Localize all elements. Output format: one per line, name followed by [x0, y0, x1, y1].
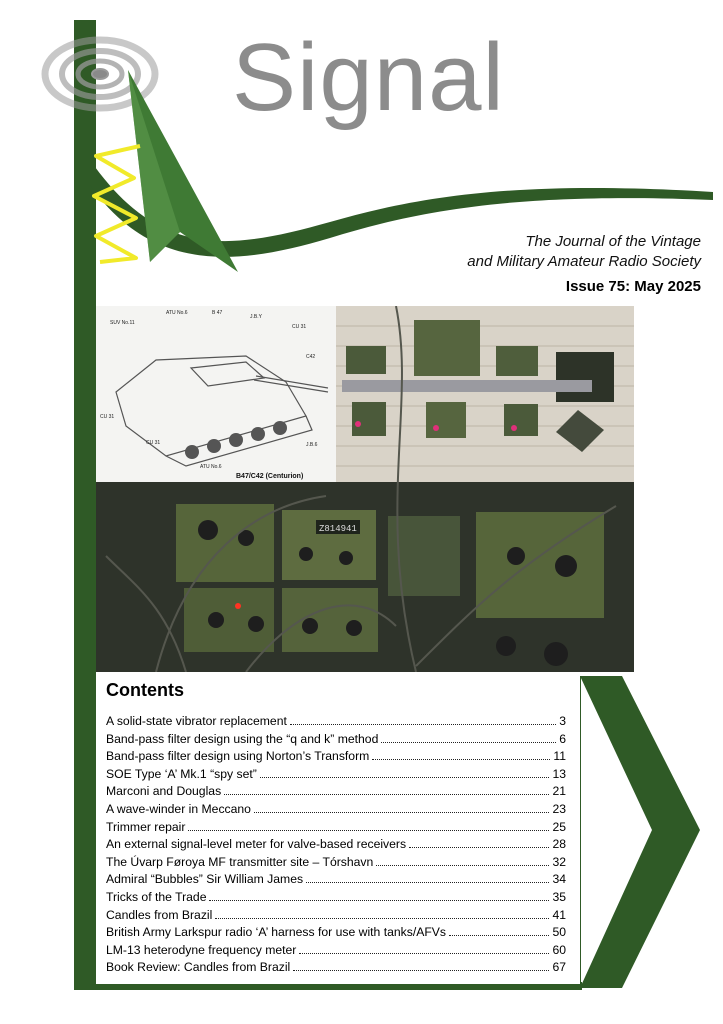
journal-subtitle	[467, 232, 701, 272]
contents-heading: Contents	[106, 680, 184, 700]
toc-item-title: British Army Larkspur radio ‘A’ harness for use with tanks/AFVs	[106, 925, 447, 940]
toc-item-title: SOE Type ‘A’ Mk.1 “spy set”	[106, 766, 257, 781]
toc-item[interactable]	[106, 784, 566, 802]
toc-item-page: 67	[552, 960, 566, 975]
toc-item-page: 13	[552, 766, 566, 781]
toc-item[interactable]	[106, 943, 566, 961]
contents-list	[106, 714, 566, 978]
toc-item-title: Tricks of the Trade	[106, 889, 207, 904]
toc-item-page: 3	[559, 714, 566, 728]
toc-item-title: Marconi and Douglas	[106, 784, 222, 799]
toc-leader	[372, 759, 550, 760]
toc-item[interactable]	[106, 960, 566, 978]
toc-item-title: An external signal-level meter for valve-based receivers	[106, 837, 407, 852]
toc-item-page: 35	[552, 889, 566, 904]
toc-item-page: 23	[552, 801, 566, 816]
issue-label: Issue 75: May 2025	[565, 278, 701, 295]
toc-item[interactable]	[106, 925, 566, 943]
diagram-label-9: ATU No.6	[200, 464, 222, 470]
toc-leader	[260, 777, 550, 778]
toc-leader	[299, 953, 549, 954]
toc-item[interactable]	[106, 714, 566, 732]
toc-item-page: 60	[552, 942, 566, 957]
diagram-label-7: CU 31	[100, 414, 115, 420]
toc-item-page: 34	[552, 872, 566, 887]
toc-item-title: Band-pass filter design using the “q and k” method	[106, 731, 379, 746]
toc-item[interactable]	[106, 820, 566, 838]
toc-item-title: Candles from Brazil	[106, 907, 213, 922]
toc-item[interactable]	[106, 908, 566, 926]
toc-item[interactable]	[106, 890, 566, 908]
green-chevron	[580, 676, 700, 988]
diagram-label-5: CU 31	[292, 324, 307, 330]
toc-item-title: LM-13 heterodyne frequency meter	[106, 942, 297, 957]
diagram-label-10: J.B.6	[306, 442, 318, 448]
cover-photo	[96, 306, 634, 672]
toc-item[interactable]	[106, 855, 566, 873]
toc-item-title: Admiral “Bubbles” Sir William James	[106, 872, 304, 887]
toc-item-title: A solid-state vibrator replacement	[106, 714, 287, 728]
toc-item-page: 28	[552, 837, 566, 852]
toc-item-title: A wave-winder in Meccano	[106, 801, 251, 816]
diagram-label-2: B 47	[212, 310, 223, 316]
toc-leader	[306, 882, 549, 883]
toc-leader	[376, 865, 549, 866]
toc-leader	[215, 918, 549, 919]
subtitle-line-1: The Journal of the Vintage	[525, 233, 701, 250]
diagram-label-8: CU 31	[146, 440, 161, 446]
toc-item-page: 25	[552, 819, 566, 834]
diagram-label-1: ATU No.6	[166, 310, 188, 316]
toc-item-page: 6	[559, 731, 566, 746]
toc-item-page: 50	[552, 925, 566, 940]
toc-item[interactable]	[106, 732, 566, 750]
toc-item-page: 41	[552, 907, 566, 922]
toc-item[interactable]	[106, 767, 566, 785]
contents-panel	[96, 676, 580, 984]
toc-item[interactable]	[106, 837, 566, 855]
toc-leader	[290, 724, 556, 725]
set-plate-text: Z814941	[319, 524, 357, 534]
toc-leader	[209, 900, 549, 901]
toc-leader	[224, 794, 549, 795]
toc-item[interactable]	[106, 802, 566, 820]
subtitle-line-2: and Military Amateur Radio Society	[467, 253, 701, 270]
diagram-label-4: J.B.Y	[250, 314, 262, 320]
toc-item-page: 32	[552, 854, 566, 869]
toc-leader	[409, 847, 549, 848]
diagram-label-3: SUV No.11	[110, 320, 135, 326]
diagram-label-6: C42	[306, 354, 316, 360]
toc-item-title: Trimmer repair	[106, 819, 186, 834]
toc-item[interactable]	[106, 872, 566, 890]
toc-leader	[449, 935, 549, 936]
toc-leader	[188, 830, 549, 831]
toc-item-title: Band-pass filter design using Norton’s Transform	[106, 749, 370, 764]
toc-leader	[254, 812, 549, 813]
toc-item[interactable]	[106, 749, 566, 767]
diagram-caption: B47/C42 (Centurion)	[236, 473, 304, 480]
toc-item-title: The Úvarp Føroya MF transmitter site – Tórshavn	[106, 854, 374, 869]
toc-item-page: 11	[553, 749, 566, 764]
toc-leader	[293, 970, 549, 971]
toc-item-page: 21	[552, 784, 566, 799]
toc-leader	[381, 742, 556, 743]
toc-item-title: Book Review: Candles from Brazil	[106, 960, 291, 975]
masthead-title: Signal	[232, 24, 505, 131]
